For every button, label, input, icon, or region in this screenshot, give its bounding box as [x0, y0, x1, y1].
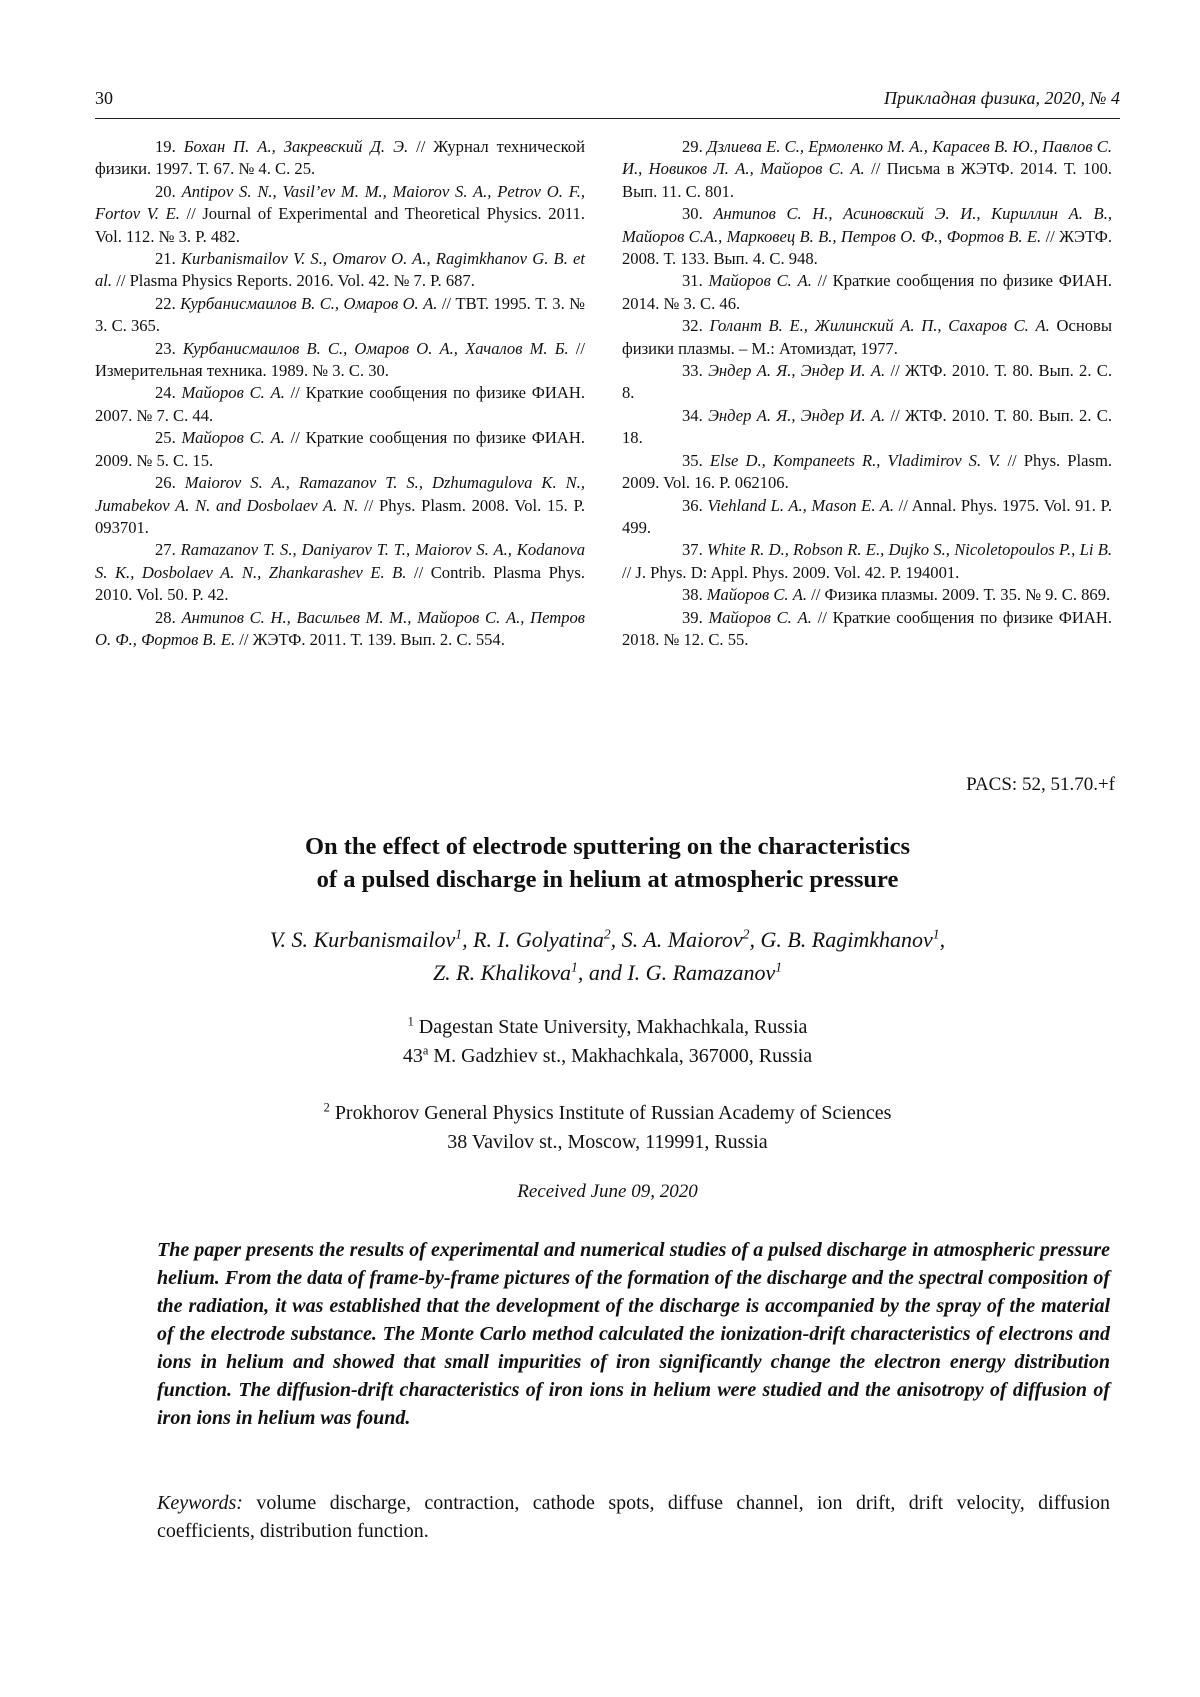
reference-authors: Бохан П. А., Закревский Д. Э.	[183, 137, 409, 156]
abstract: The paper presents the results of experimental and numerical studies of a pulsed discharge in atmospheric pressure helium. From the data of frame-by-frame pictures of the formation of the discharge and the spectral composition of the radiation, it was established that the development of the discharge is accompanied by the spray of the material of the electrode substance. The Monte Carlo method calculated the ionization-drift characteristics of electrons and ions in helium and showed that small impurities of iron significantly change the electron energy distribution function. The diffusion-drift characteristics of iron ions in helium were studied and the anisotropy of diffusion of iron ions in helium was found.	[157, 1239, 1110, 1429]
reference-authors: Курбанисмаилов В. С., Омаров О. А.	[180, 293, 438, 313]
reference-item	[622, 495, 1112, 540]
reference-item	[95, 539, 585, 606]
reference-source: // Физика плазмы. 2009. Т. 35. № 9. С. 869.	[806, 585, 1111, 605]
author-affiliation-mark: 1	[571, 959, 578, 975]
address-number: 43	[402, 1045, 423, 1067]
reference-item	[622, 405, 1112, 450]
reference-number: 34.	[682, 405, 703, 425]
reference-number: 28.	[155, 607, 176, 627]
reference-authors: Эндер А. Я., Эндер И. А.	[708, 405, 886, 425]
reference-source: // ЖЭТФ. 2011. Т. 139. Вып. 2. С. 554.	[235, 629, 505, 649]
reference-source: // Phys. Plasm. 2008. Vol. 15. P. 093701.	[95, 495, 585, 537]
affiliation-address: 38 Vavilov st., Moscow, 119991, Russia	[447, 1131, 768, 1153]
author-separator: ,	[749, 927, 761, 952]
reference-number: 26.	[155, 473, 176, 493]
author-separator: , and	[577, 960, 628, 985]
author-affiliation-mark: 2	[742, 926, 750, 942]
reference-source: // Краткие сообщения по физике ФИАН. 2014. № 3. С. 46.	[622, 271, 1112, 313]
affiliation-address	[95, 1042, 1120, 1071]
author-name: G. B. Ragimkhanov	[760, 927, 933, 952]
affiliation-1	[95, 1013, 1120, 1071]
reference-authors: Antipov S. N., Vasil’ev M. M., Maiorov S. A., Petrov O. F., Fortov V. E.	[95, 181, 585, 224]
reference-source: // Письма в ЖЭТФ. 2014. Т. 100. Вып. 11. С. 801.	[622, 159, 1112, 201]
pacs-codes: PACS: 52, 51.70.+f	[966, 774, 1115, 795]
author-separator: ,	[610, 927, 622, 952]
affiliation-name	[95, 1099, 1120, 1128]
reference-source: // Annal. Phys. 1975. Vol. 91. P. 499.	[622, 495, 1112, 537]
reference-source: // Краткие сообщения по физике ФИАН. 2009. № 5. С. 15.	[95, 428, 585, 470]
reference-number: 38.	[682, 585, 703, 605]
reference-source: // Журнал технической физики. 1997. Т. 67. № 4. С. 25.	[95, 137, 585, 179]
references-left-column	[95, 136, 585, 651]
reference-item	[622, 360, 1112, 405]
reference-number: 25.	[155, 428, 176, 448]
reference-item	[95, 248, 585, 293]
author-affiliation-mark: 2	[603, 926, 611, 942]
reference-number: 35.	[682, 450, 703, 470]
reference-authors: White R. D., Robson R. E., Dujko S., Nicoletopoulos P., Li B.	[707, 540, 1112, 560]
reference-item	[95, 382, 585, 427]
affiliation-text: Dagestan State University, Makhachkala, Russia	[413, 1016, 808, 1038]
reference-source: // ТВТ. 1995. Т. 3. № 3. С. 365.	[95, 293, 585, 336]
references-right-column	[622, 136, 1112, 651]
reference-number: 20.	[155, 181, 176, 201]
reference-number: 29.	[682, 137, 703, 156]
keywords-label: Keywords:	[157, 1492, 243, 1514]
reference-number: 27.	[155, 540, 176, 560]
reference-source: // Краткие сообщения по физике ФИАН. 2007. № 7. С. 44.	[95, 383, 585, 425]
title-line: On the effect of electrode sputtering on the characteristics	[304, 833, 911, 860]
reference-authors: Kurbanismailov V. S., Omarov O. A., Ragimkhanov G. B. et al.	[95, 249, 586, 291]
reference-source: // ЖТФ. 2010. Т. 80. Вып. 2. С. 8.	[622, 361, 1112, 403]
author-separator: ,	[462, 927, 474, 952]
reference-authors: Майоров С. А.	[708, 607, 812, 627]
reference-item	[622, 136, 1112, 203]
author-name: Z. R. Khalikova	[432, 960, 572, 985]
affiliation-2	[95, 1099, 1120, 1157]
reference-item	[622, 315, 1112, 360]
author-line	[95, 923, 1120, 956]
reference-number: 33.	[682, 361, 703, 381]
author-name: R. I. Golyatina	[473, 927, 604, 952]
reference-authors: Эндер А. Я., Эндер И. А.	[708, 361, 886, 381]
affiliation-name	[95, 1013, 1120, 1042]
author-affiliation-mark: 1	[932, 926, 940, 942]
received-date: Received June 09, 2020	[517, 1181, 698, 1202]
address-suffix: a	[422, 1043, 429, 1058]
reference-item	[622, 584, 1112, 606]
reference-item	[95, 293, 585, 338]
keywords-text: volume discharge, contraction, cathode spots, diffuse channel, ion drift, drift velocity, diffusion coefficients, distribution function.	[157, 1492, 1110, 1542]
reference-number: 32.	[682, 316, 703, 336]
reference-source: // ЖТФ. 2010. Т. 80. Вып. 2. С. 18.	[622, 405, 1112, 448]
reference-number: 21.	[155, 249, 176, 269]
reference-source: // J. Phys. D: Appl. Phys. 2009. Vol. 42. P. 194001.	[622, 562, 960, 582]
reference-authors: Майоров С. А.	[706, 585, 807, 605]
reference-source: // Contrib. Plasma Phys. 2010. Vol. 50. P. 42.	[95, 562, 585, 605]
author-separator: ,	[939, 927, 946, 952]
author-list	[95, 923, 1120, 989]
author-name: V. S. Kurbanismailov	[269, 927, 456, 952]
author-name: I. G. Ramazanov	[627, 960, 776, 985]
affiliation-text: Prokhorov General Physics Institute of Russian Academy of Sciences	[329, 1102, 892, 1124]
reference-authors: Maiorov S. A., Ramazanov T. S., Dzhumagulova K. N., Jumabekov A. N. and Dosbolaev A. N.	[95, 473, 585, 515]
reference-source: Основы физики плазмы. – М.: Атомиздат, 1977.	[622, 316, 1112, 358]
reference-authors: Майоров С. А.	[181, 428, 285, 448]
reference-item	[95, 472, 585, 539]
author-name: S. A. Maiorov	[621, 927, 743, 952]
reference-number: 19.	[155, 137, 176, 156]
title-line: of a pulsed discharge in helium at atmospheric pressure	[316, 866, 899, 893]
reference-authors: Майоров С. А.	[181, 383, 285, 403]
reference-number: 23.	[155, 338, 176, 358]
reference-source: // Journal of Experimental and Theoretical Physics. 2011. Vol. 112. № 3. P. 482.	[95, 204, 585, 246]
reference-source: // ЖЭТФ. 2008. Т. 133. Вып. 4. С. 948.	[622, 226, 1112, 269]
reference-number: 37.	[682, 540, 703, 560]
reference-authors: Ramazanov T. S., Daniyarov T. T., Maiorov S. A., Kodanova S. K., Dosbolaev A. N., Zhankarashev E. B.	[95, 540, 585, 582]
reference-number: 30.	[682, 204, 703, 224]
author-line	[95, 956, 1120, 989]
reference-number: 22.	[155, 293, 176, 313]
reference-item	[95, 607, 585, 652]
reference-number: 36.	[682, 495, 703, 515]
address-text: M. Gadzhiev st., Makhachkala, 367000, Russia	[428, 1045, 813, 1067]
keywords	[157, 1489, 1110, 1545]
affiliation-mark: 1	[407, 1014, 414, 1029]
reference-authors: Майоров С. А.	[708, 271, 812, 291]
reference-source: // Phys. Plasm. 2009. Vol. 16. P. 062106.	[622, 450, 1112, 493]
reference-authors: Else D., Kompaneets R., Vladimirov S. V.	[709, 450, 1001, 470]
author-affiliation-mark: 1	[455, 926, 463, 942]
reference-item	[95, 427, 585, 472]
author-affiliation-mark: 1	[775, 959, 783, 975]
reference-authors: Дзлиева Е. С., Ермоленко М. А., Карасев В. Ю., Павлов С. И., Новиков Л. А., Майоров С. А.	[622, 137, 1112, 179]
reference-authors: Антипов С. Н., Васильев М. М., Майоров С. А., Петров О. Ф., Фортов В. Е.	[95, 607, 586, 649]
reference-source: // Измерительная техника. 1989. № 3. С. 30.	[95, 338, 586, 381]
reference-item	[622, 270, 1112, 315]
reference-number: 31.	[682, 271, 703, 291]
affiliation-mark: 2	[323, 1100, 330, 1115]
reference-item	[622, 450, 1112, 495]
reference-authors: Курбанисмаилов В. С., Омаров О. А., Хачалов М. Б.	[182, 338, 569, 358]
journal-name: Прикладная физика, 2020, № 4	[884, 88, 1120, 108]
reference-authors: Антипов С. Н., Асиновский Э. И., Кириллин А. В., Майоров С.А., Марковец В. В., Петров О. Ф., Фортов В. Е.	[622, 204, 1112, 246]
reference-item	[622, 203, 1112, 270]
reference-number: 39.	[682, 607, 703, 627]
reference-authors: Голант В. Е., Жилинский А. П., Сахаров С. А.	[709, 316, 1050, 336]
reference-source: // Краткие сообщения по физике ФИАН. 2018. № 12. С. 55.	[622, 607, 1112, 649]
running-header	[95, 88, 1120, 119]
paper-title	[95, 830, 1120, 896]
reference-item	[622, 607, 1112, 652]
reference-source: // Plasma Physics Reports. 2016. Vol. 42. № 7. P. 687.	[112, 271, 475, 291]
reference-item	[95, 136, 585, 181]
reference-item	[95, 338, 585, 383]
reference-authors: Viehland L. A., Mason E. A.	[707, 495, 895, 515]
reference-number: 24.	[155, 383, 176, 403]
reference-item	[95, 181, 585, 248]
page-number: 30	[95, 88, 113, 108]
reference-item	[622, 539, 1112, 584]
